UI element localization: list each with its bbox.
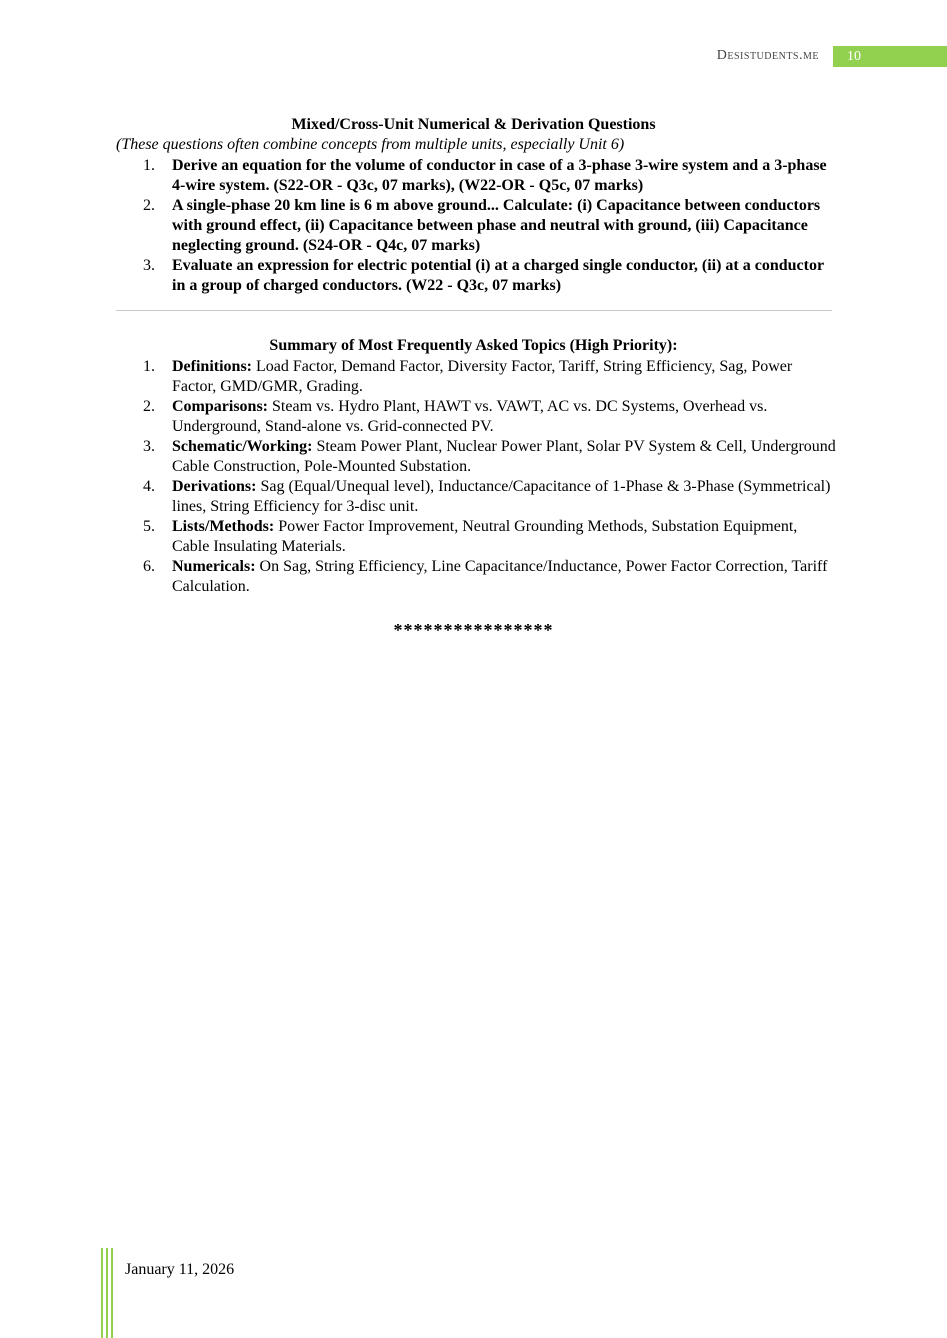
item-number: 4. <box>143 478 155 495</box>
list-item <box>128 156 838 196</box>
section-divider <box>116 310 832 311</box>
item-number: 2. <box>143 197 155 214</box>
item-number: 1. <box>143 358 155 375</box>
item-label: Derivations: <box>172 478 257 495</box>
section1-subtitle: (These questions often combine concepts from multiple units, especially Unit 6) <box>116 136 625 153</box>
list-item <box>128 477 838 517</box>
item-text: A single-phase 20 km line is 6 m above ground... Calculate: (i) Capacitance between conductors with ground effect, (ii) Capacitance between phase and neutral with ground, (iii) Capacitance neglecting ground. (S24-OR - Q4c, 07 marks) <box>172 197 821 254</box>
item-number: 3. <box>143 438 155 455</box>
questions-list <box>128 156 838 296</box>
section2-title: Summary of Most Frequently Asked Topics (High Priority): <box>269 337 678 354</box>
item-number: 5. <box>143 518 155 535</box>
footer-bars <box>101 1248 117 1338</box>
footer-date: January 11, 2026 <box>125 1261 235 1278</box>
item-label: Comparisons: <box>172 398 269 415</box>
list-item <box>128 397 838 437</box>
item-text: Steam vs. Hydro Plant, HAWT vs. VAWT, AC vs. DC Systems, Overhead vs. Underground, Stand-alone vs. Grid-connected PV. <box>172 398 768 435</box>
list-item <box>128 437 838 477</box>
section1-title: Mixed/Cross-Unit Numerical & Derivation Questions <box>291 116 656 133</box>
item-number: 3. <box>143 257 155 274</box>
item-number: 1. <box>143 157 155 174</box>
item-text: Power Factor Improvement, Neutral Grounding Methods, Substation Equipment, Cable Insulating Materials. <box>172 518 798 555</box>
item-text: On Sag, String Efficiency, Line Capacitance/Inductance, Power Factor Correction, Tariff Calculation. <box>172 558 828 595</box>
list-item <box>128 357 838 397</box>
item-label: Lists/Methods: <box>172 518 275 535</box>
item-label: Schematic/Working: <box>172 438 313 455</box>
item-text: Load Factor, Demand Factor, Diversity Factor, Tariff, String Efficiency, Sag, Power Factor, GMD/GMR, Grading. <box>172 358 793 395</box>
item-text: Evaluate an expression for electric potential (i) at a charged single conductor, (ii) at a conductor in a group of charged conductors. (W22 - Q3c, 07 marks) <box>172 257 824 294</box>
list-item <box>128 517 838 557</box>
list-item <box>128 256 838 296</box>
end-marker: **************** <box>393 620 554 640</box>
list-item <box>128 196 838 256</box>
item-label: Definitions: <box>172 358 252 375</box>
header-site-name: Desistudents.me <box>716 48 819 63</box>
item-text: Derive an equation for the volume of conductor in case of a 3-phase 3-wire system and a 3-phase 4-wire system. (S22-OR - Q3c, 07 marks), (W22-OR - Q5c, 07 marks) <box>172 157 827 194</box>
topics-list <box>128 357 838 597</box>
item-text: Steam Power Plant, Nuclear Power Plant, Solar PV System & Cell, Underground Cable Construction, Pole-Mounted Substation. <box>172 438 836 475</box>
list-item <box>128 557 838 597</box>
item-text: Sag (Equal/Unequal level), Inductance/Capacitance of 1-Phase & 3-Phase (Symmetrical) lines, String Efficiency for 3-disc unit. <box>172 478 831 515</box>
header-page-number: 10 <box>833 46 947 67</box>
item-number: 2. <box>143 398 155 415</box>
item-number: 6. <box>143 558 155 575</box>
item-label: Numericals: <box>172 558 256 575</box>
